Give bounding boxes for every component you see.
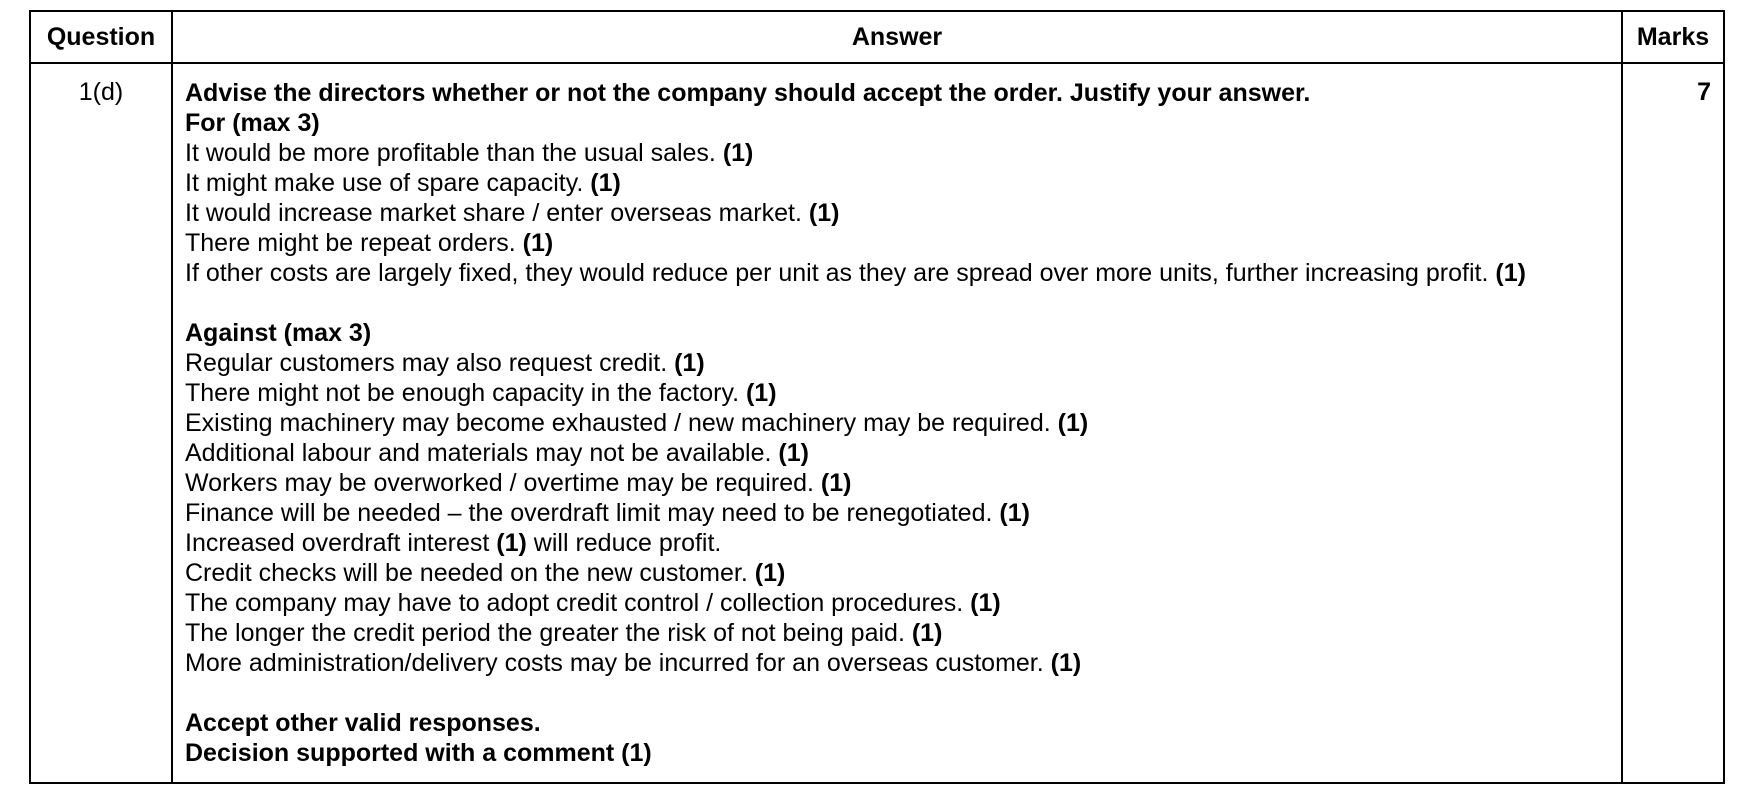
answer-point [185,258,1611,288]
answer-cell [172,63,1622,783]
point-mark: (1) [754,559,786,587]
point-text: Increased overdraft interest [185,529,497,557]
point-text: It would increase market share / enter overseas market. [185,199,809,227]
point-mark: (1) [1495,259,1526,287]
marks-value: 7 [1622,63,1724,783]
answer-point [185,378,1611,408]
point-text: It might make use of spare capacity. [185,169,591,197]
marks-header: Marks [1622,11,1724,63]
point-mark: (1) [808,199,840,227]
answer-header: Answer [172,11,1622,63]
mark-scheme-table [29,10,1725,784]
point-text-after: will reduce profit. [526,529,722,557]
answer-point [185,138,1611,168]
point-mark: (1) [1050,649,1082,677]
answer-point [185,198,1611,228]
answer-point [185,228,1611,258]
against-heading: Against (max 3) [185,319,372,347]
point-mark: (1) [820,469,852,497]
answer-point [185,438,1611,468]
point-text: Regular customers may also request credit. [185,349,675,377]
question-prompt: Advise the directors whether or not the company should accept the order. Justify your answer. [185,79,1311,107]
answer-point [185,498,1611,528]
point-mark: (1) [745,379,777,407]
accept-note: Accept other valid responses. [185,709,541,737]
answer-point [185,348,1611,378]
point-mark: (1) [590,169,621,197]
against-points-list [185,348,1611,678]
point-text: Existing machinery may become exhausted / new machinery may be required. [185,409,1058,437]
answer-point [185,408,1611,438]
point-text: Finance will be needed – the overdraft limit may need to be renegotiated. [185,499,1000,527]
point-mark: (1) [911,619,943,647]
point-text: Workers may be overworked / overtime may be required. [185,469,821,497]
point-mark: (1) [722,139,754,167]
question-number: 1(d) [30,63,172,783]
point-mark: (1) [778,439,809,467]
point-mark: (1) [999,499,1030,527]
point-text: There might be repeat orders. [185,229,523,257]
question-header: Question [30,11,172,63]
answer-point [185,558,1611,588]
answer-point [185,468,1611,498]
point-mark: (1) [674,349,705,377]
point-mark: (1) [970,589,1001,617]
decision-note: Decision supported with a comment (1) [185,739,652,767]
answer-point [185,528,1611,558]
point-text: Additional labour and materials may not be available. [185,439,779,467]
answer-point [185,588,1611,618]
point-text: The company may have to adopt credit control / collection procedures. [185,589,971,617]
point-text: More administration/delivery costs may be incurred for an overseas customer. [185,649,1051,677]
point-mark: (1) [1057,409,1089,437]
answer-point [185,618,1611,648]
point-text: The longer the credit period the greater the risk of not being paid. [185,619,912,647]
point-mark: (1) [496,529,527,557]
header-row [30,11,1724,63]
point-mark: (1) [522,229,554,257]
point-text: If other costs are largely fixed, they would reduce per unit as they are spread over more units, further increasing profit. [185,259,1496,287]
point-text: There might not be enough capacity in the factory. [185,379,746,407]
for-points-list [185,138,1611,288]
answer-point [185,168,1611,198]
question-row [30,63,1724,783]
point-text: Credit checks will be needed on the new customer. [185,559,755,587]
for-heading: For (max 3) [185,109,320,137]
point-text: It would be more profitable than the usual sales. [185,139,723,167]
answer-point [185,648,1611,678]
